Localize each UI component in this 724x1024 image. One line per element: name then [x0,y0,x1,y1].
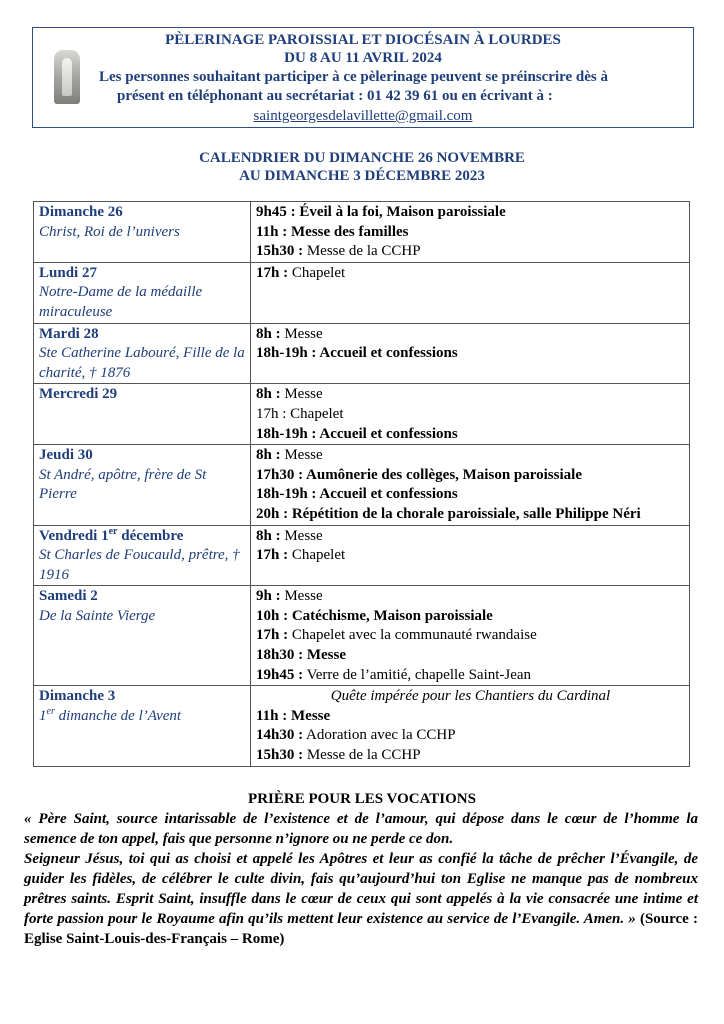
prayer-paragraph-1: « Père Saint, source intarissable de l’existence et de l’amour, qui dépose dans le cœur de l’homme la semence de ton appel, fais que personne n’ignore ou ne perde ce don. [24,811,698,847]
feast-pre: 1 [39,707,47,724]
event-line [256,726,685,746]
day-cell [34,262,251,323]
event-time: 14h30 : [256,727,304,744]
event-time: 18h-19h : [256,486,317,503]
feast-sup: er [46,705,55,717]
schedule-table [33,201,690,767]
banner-dates: DU 8 AU 11 AVRIL 2024 [284,50,442,66]
event-line [256,746,685,766]
day-cell [34,202,251,263]
pilgrimage-banner [32,27,694,128]
feast-text: Ste Catherine Labouré, Fille de la charité, † 1876 [39,345,245,381]
event-text: Accueil et confessions [316,425,458,442]
event-line [256,385,685,405]
feast-name [39,466,246,505]
event-time: 9h : [256,588,281,605]
event-text: Messe [287,707,331,724]
event-time: 18h30 : [256,647,304,664]
events-cell [251,384,690,445]
table-row [34,384,690,445]
event-time: 17h30 : [256,466,304,483]
event-line [256,425,685,445]
day-name-sup: er [108,525,118,537]
event-line [256,344,685,364]
day-name-text: Mardi 28 [39,325,99,342]
feast-text: dimanche de l’Avent [54,707,182,724]
prayer-title: PRIÈRE POUR LES VOCATIONS [248,791,476,807]
event-time: 8h : [256,447,281,464]
event-text: Chapelet [288,547,346,564]
feast-text: Christ, Roi de l’univers [39,223,180,240]
event-time: 8h : [256,527,281,544]
day-name [39,527,246,547]
event-time: 20h : [256,505,289,522]
event-line [256,505,685,525]
event-time: 9h45 : [256,204,296,220]
calendar-title-line1: CALENDRIER DU DIMANCHE 26 NOVEMBRE [199,150,525,166]
event-line [256,264,685,284]
table-row [34,445,690,525]
day-name [39,325,246,345]
event-time: 10h : [256,607,289,624]
feast-text: St Charles de Foucauld, prêtre, † 1916 [39,547,240,583]
event-text: Messe [303,647,346,664]
event-text: Accueil et confessions [316,345,458,362]
event-text: Messe de la CCHP [303,243,421,260]
event-line [256,666,685,686]
events-cell [251,323,690,384]
day-name-suffix: décembre [117,527,184,544]
feast-name [39,223,246,243]
event-text: Accueil et confessions [316,486,458,503]
prayer-text [24,809,698,949]
table-row [34,586,690,686]
event-text: Chapelet avec la communauté rwandaise [288,627,537,644]
day-cell [34,586,251,686]
day-name-text: Samedi 2 [39,588,98,605]
event-text: Aumônerie des collèges, Maison paroissiale [303,466,582,483]
event-line [256,626,685,646]
prayer-paragraph-2 [24,849,698,949]
event-line [256,203,685,223]
table-row [34,262,690,323]
event-time: 17h : [256,264,289,281]
event-line [256,707,685,727]
feast-text: St André, apôtre, frère de St Pierre [39,466,207,503]
events-cell [251,445,690,525]
event-time: 15h30 : [256,747,304,764]
event-time: 11h : [256,223,288,240]
events-cell [251,262,690,323]
feast-text: De la Sainte Vierge [39,607,156,624]
day-name [39,446,246,466]
event-text: Répétition de la chorale paroissiale, salle Philippe Néri [288,505,641,522]
day-name [39,687,246,707]
event-line [256,405,685,425]
event-text: Chapelet [288,264,346,281]
event-text: Messe [280,588,323,605]
feast-name [39,707,246,727]
event-line [256,607,685,627]
email-link[interactable]: saintgeorgesdelavillette@gmail.com [253,108,473,124]
event-time: 19h45 : [256,666,304,683]
event-text: Messe [280,447,323,464]
event-text: Éveil à la foi, Maison paroissiale [295,204,506,220]
event-line [256,587,685,607]
event-text: Messe [280,325,323,342]
day-name-text: Lundi 27 [39,264,97,281]
event-text: Verre de l’amitié, chapelle Saint-Jean [303,666,532,683]
event-time: 17h : [256,627,289,644]
day-name [39,203,246,223]
table-row [34,686,690,766]
event-time: 8h : [256,325,281,342]
day-cell [34,323,251,384]
feast-text: Notre-Dame de la médaille miraculeuse [39,284,203,320]
day-name [39,385,246,405]
event-line [256,646,685,666]
prayer-source: (Source : Eglise Saint-Louis-des-Français – Rome) [24,911,698,947]
events-cell [251,202,690,263]
feast-name [39,344,246,383]
day-name-text: Jeudi 30 [39,447,93,464]
feast-name [39,546,246,585]
day-name-text: Mercredi 29 [39,386,118,403]
event-time: 11h : [256,707,288,724]
events-cell [251,686,690,766]
event-time: 18h-19h : [256,345,317,362]
event-time: 8h : [256,386,281,403]
event-time: 18h-19h : [256,425,317,442]
event-text: Messe des familles [287,223,409,240]
banner-text-line1: Les personnes souhaitant participer à ce pèlerinage peuvent se préinscrire dès à [99,69,608,85]
banner-text-line2: présent en téléphonant au secrétariat : 01 42 39 61 ou en écrivant à : [117,88,553,104]
day-cell [34,445,251,525]
event-line [256,223,685,243]
event-text: Messe [280,527,323,544]
banner-title: PÈLERINAGE PAROISSIAL ET DIOCÉSAIN À LOURDES [165,32,561,48]
table-row [34,525,690,586]
day-cell [34,384,251,445]
event-line [256,527,685,547]
day-cell [34,525,251,586]
event-line [256,242,685,262]
calendar-title-line2: AU DIMANCHE 3 DÉCEMBRE 2023 [239,168,485,184]
event-text: Messe de la CCHP [303,747,421,764]
feast-name [39,607,246,627]
event-time: 15h30 : [256,243,304,260]
prayer-paragraph-2-text: Seigneur Jésus, toi qui as choisi et appelé les Apôtres et leur as confié la tâche de prêcher l’Évangile, de guider les fidèles, de célébrer le culte divin, fais qu’aujourd’hui ton Eglise ne manque pas de nombreux prêtres saints. Esprit Saint, insuffle dans le cœur de ceux qui sont appelés à la vie consacrée une intime et forte passion pour le Royaume afin qu’ils mettent leur existence au service de l’Evangile. Amen. » [24,851,698,927]
table-row [34,202,690,263]
events-cell [251,586,690,686]
day-name-text: Dimanche 3 [39,688,116,705]
day-name [39,264,246,284]
day-name-text: Vendredi 1 [39,527,109,544]
feast-name [39,283,246,322]
event-text: Messe [280,386,323,403]
event-line [256,546,685,566]
event-time: 17h : [256,547,289,564]
collection-note: Quête impérée pour les Chantiers du Cardinal [330,688,611,705]
event-line [256,466,685,486]
event-line [256,485,685,505]
event-text: Adoration avec la CCHP [303,727,456,744]
event-line [256,446,685,466]
event-text: 17h : Chapelet [256,405,344,422]
events-cell [251,525,690,586]
day-name [39,587,246,607]
event-text: Catéchisme, Maison paroissiale [288,607,493,624]
day-cell [34,686,251,766]
event-line [256,325,685,345]
day-name-text: Dimanche 26 [39,204,123,220]
table-row [34,323,690,384]
